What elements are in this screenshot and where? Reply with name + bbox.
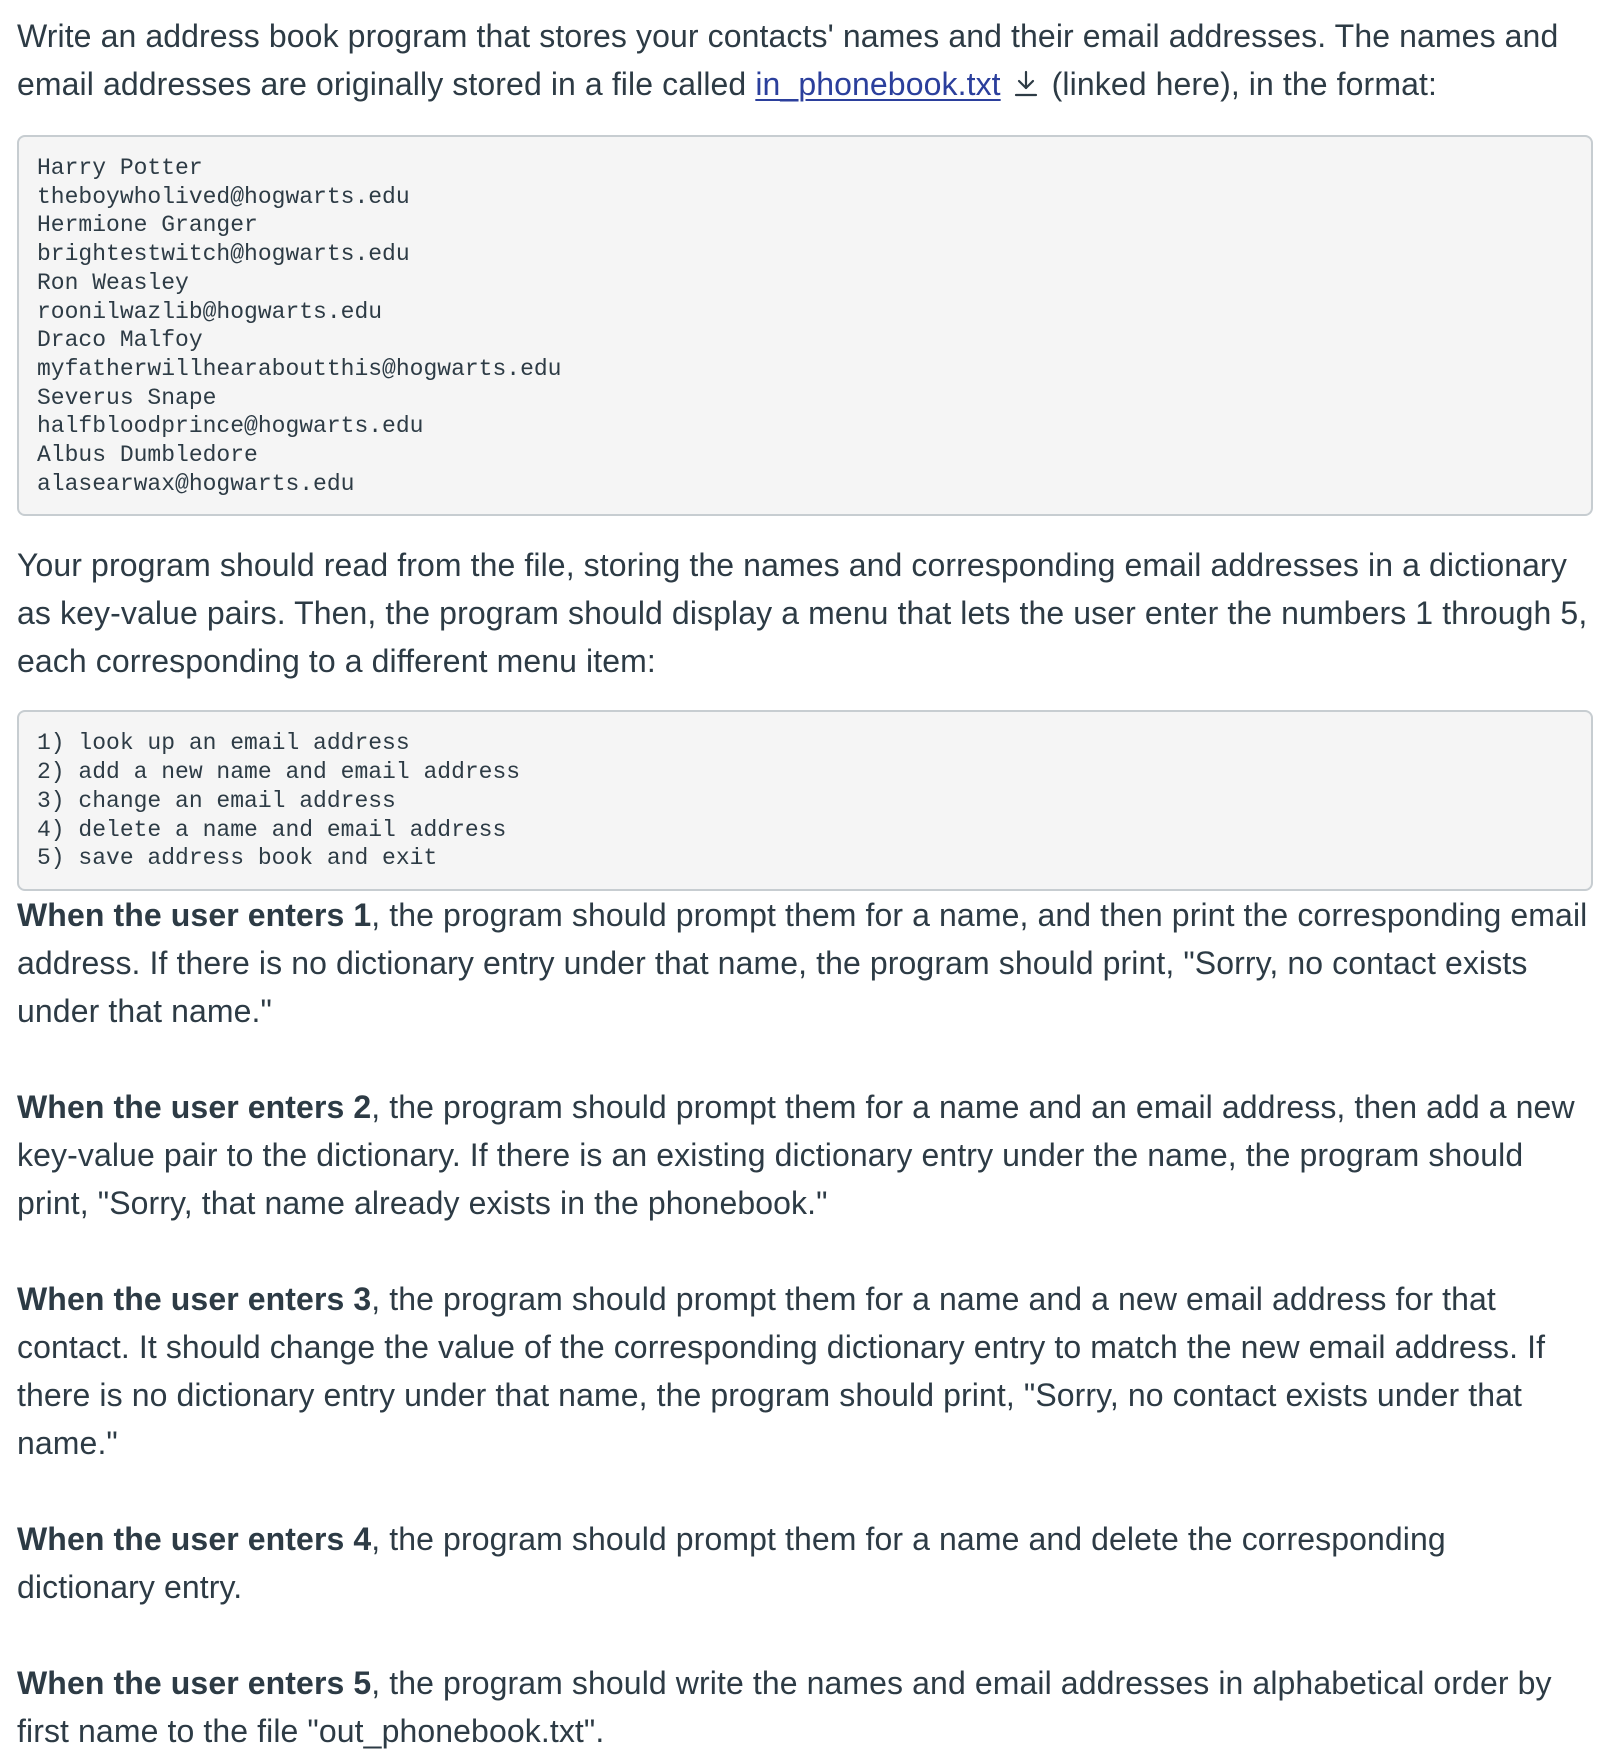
rule-paragraph-3: [17, 1275, 1592, 1467]
code-line: theboywholived@hogwarts.edu: [37, 183, 410, 210]
download-icon[interactable]: [1013, 64, 1039, 94]
rule-text: , the program should prompt them for a name and a new email address for that contact. It should change the value of the corresponding dictionary entry to match the new email address. If there is no dictionary entry under that name, the program should print, "Sorry, no contact exists under that name.": [17, 1280, 1546, 1461]
intro-paragraph: [17, 0, 1592, 108]
code-line: myfatherwillhearaboutthis@hogwarts.edu: [37, 355, 562, 382]
code-line: Albus Dumbledore: [37, 442, 258, 469]
rule-text: , the program should write the names and email addresses in alphabetical order by first name to the file "out_phonebook.txt".: [17, 1664, 1552, 1749]
intro-after-link: (linked here), in the format:: [1042, 66, 1437, 102]
intro-before-link: Write an address book program that stores your contacts' names and their email addresses. The names and email addresses are originally stored in a file called: [17, 18, 1559, 102]
code-line: 3) change an email address: [37, 787, 396, 814]
code-line: roonilwazlib@hogwarts.edu: [37, 298, 383, 325]
code-line: alasearwax@hogwarts.edu: [37, 470, 355, 497]
rule-text: , the program should prompt them for a name and delete the corresponding dictionary entry.: [17, 1520, 1446, 1605]
rule-lead: When the user enters 2: [17, 1088, 372, 1125]
code-line: Hermione Granger: [37, 212, 258, 239]
code-line: 2) add a new name and email address: [37, 759, 521, 786]
rule-paragraph-1: [17, 891, 1592, 1035]
code-line: Ron Weasley: [37, 269, 189, 296]
rule-paragraph-2: [17, 1083, 1592, 1227]
rule-text: , the program should prompt them for a name and an email address, then add a new key-value pair to the dictionary. If there is an existing dictionary entry under the name, the program should print, "Sorry, that name already exists in the phonebook.": [17, 1088, 1575, 1221]
code-line: Draco Malfoy: [37, 327, 203, 354]
rule-lead: When the user enters 1: [17, 896, 372, 933]
rule-lead: When the user enters 3: [17, 1280, 372, 1317]
rule-paragraph-4: [17, 1515, 1592, 1611]
rule-lead: When the user enters 5: [17, 1664, 372, 1701]
code-line: 1) look up an email address: [37, 730, 410, 757]
code-line: halfbloodprince@hogwarts.edu: [37, 413, 424, 440]
code-line: 4) delete a name and email address: [37, 816, 507, 843]
code-line: Severus Snape: [37, 384, 217, 411]
rule-text: , the program should prompt them for a name, and then print the corresponding email address. If there is no dictionary entry under that name, the program should print, "Sorry, no contact exists under that name.": [17, 896, 1588, 1029]
menu-code-block: [17, 710, 1593, 891]
phonebook-code-block: [17, 135, 1593, 516]
code-line: Harry Potter: [37, 155, 203, 181]
code-line: 5) save address book and exit: [37, 845, 438, 872]
phonebook-file-link[interactable]: in_phonebook.txt: [755, 66, 1001, 102]
code-line: brightestwitch@hogwarts.edu: [37, 241, 410, 268]
menu-description-paragraph: Your program should read from the file, storing the names and corresponding email addresses in a dictionary as key-value pairs. Then, the program should display a menu that lets the user enter the numbers 1 through 5, each corresponding to a different menu item:: [17, 547, 1588, 680]
rule-lead: When the user enters 4: [17, 1520, 372, 1557]
rule-paragraph-5: [17, 1659, 1592, 1755]
